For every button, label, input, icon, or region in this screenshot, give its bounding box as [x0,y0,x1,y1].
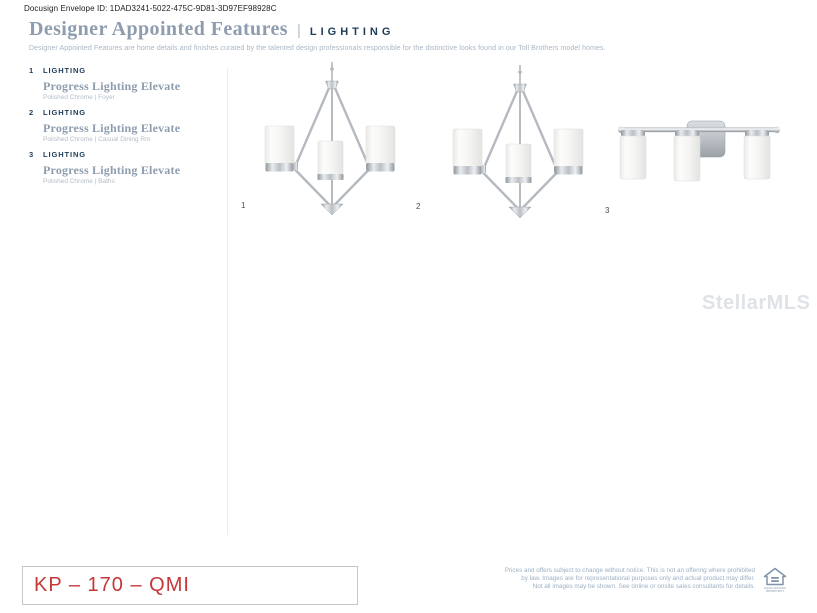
feature-finish-room: Polished Chrome | Casual Dining Rm [43,136,151,143]
feature-item-3 [29,150,227,185]
feature-number: 3 [29,150,34,159]
disclaimer-text [485,567,755,591]
chandelier-image-2 [440,65,600,225]
page-subtitle: Designer Appointed Features are home details and finishes curated by the talented design professionals responsible for the distinctive looks found in our Toll Brothers model homes. [29,45,606,52]
feature-finish-room: Polished Chrome | Baths [43,178,115,185]
page-header [29,18,729,52]
equal-housing-logo-icon [763,567,787,594]
equal-housing-text: EQUAL HOUSING [764,587,786,590]
figure-number-2: 2 [416,202,421,211]
title-separator: | [296,22,301,39]
figure-number-1: 1 [241,201,246,210]
section-label: LIGHTING [309,26,395,38]
equal-housing-text: OPPORTUNITY [765,590,785,594]
feature-product-name: Progress Lighting Elevate [43,79,181,93]
page-title: Designer Appointed Features [29,18,288,40]
docusign-envelope-id: Docusign Envelope ID: 1DAD3241-5022-475C-9D81-3D97EF98928C [24,4,277,13]
disclaimer-line: by law. Images are for representational purposes only and actual product may differ. [521,575,755,582]
feature-heading [29,108,227,117]
chandelier-image-1 [252,62,412,222]
feature-item-1 [29,66,227,101]
disclaimer-line: Prices and offers subject to change without notice. This is not an offering where prohibited [504,567,755,574]
feature-category: LIGHTING [43,108,87,117]
vertical-divider [227,68,228,535]
listing-code-box [22,566,358,605]
feature-product-name: Progress Lighting Elevate [43,121,181,135]
feature-category: LIGHTING [43,66,87,75]
feature-category: LIGHTING [43,150,87,159]
disclaimer-line: Not all images may be shown. See online or onsite sales consultants for details. [532,583,755,590]
figure-number-3: 3 [605,206,610,215]
feature-finish-room: Polished Chrome | Foyer [43,94,115,101]
feature-list [29,66,227,192]
title-row [29,18,729,41]
listing-code: KP – 170 – QMI [34,574,190,596]
feature-number: 1 [29,66,34,75]
feature-item-2 [29,108,227,143]
feature-number: 2 [29,108,34,117]
feature-product-name: Progress Lighting Elevate [43,163,181,177]
stellar-mls-watermark: StellarMLS [702,292,811,314]
vanity-light-image [612,117,782,202]
feature-heading [29,150,227,159]
feature-heading [29,66,227,75]
